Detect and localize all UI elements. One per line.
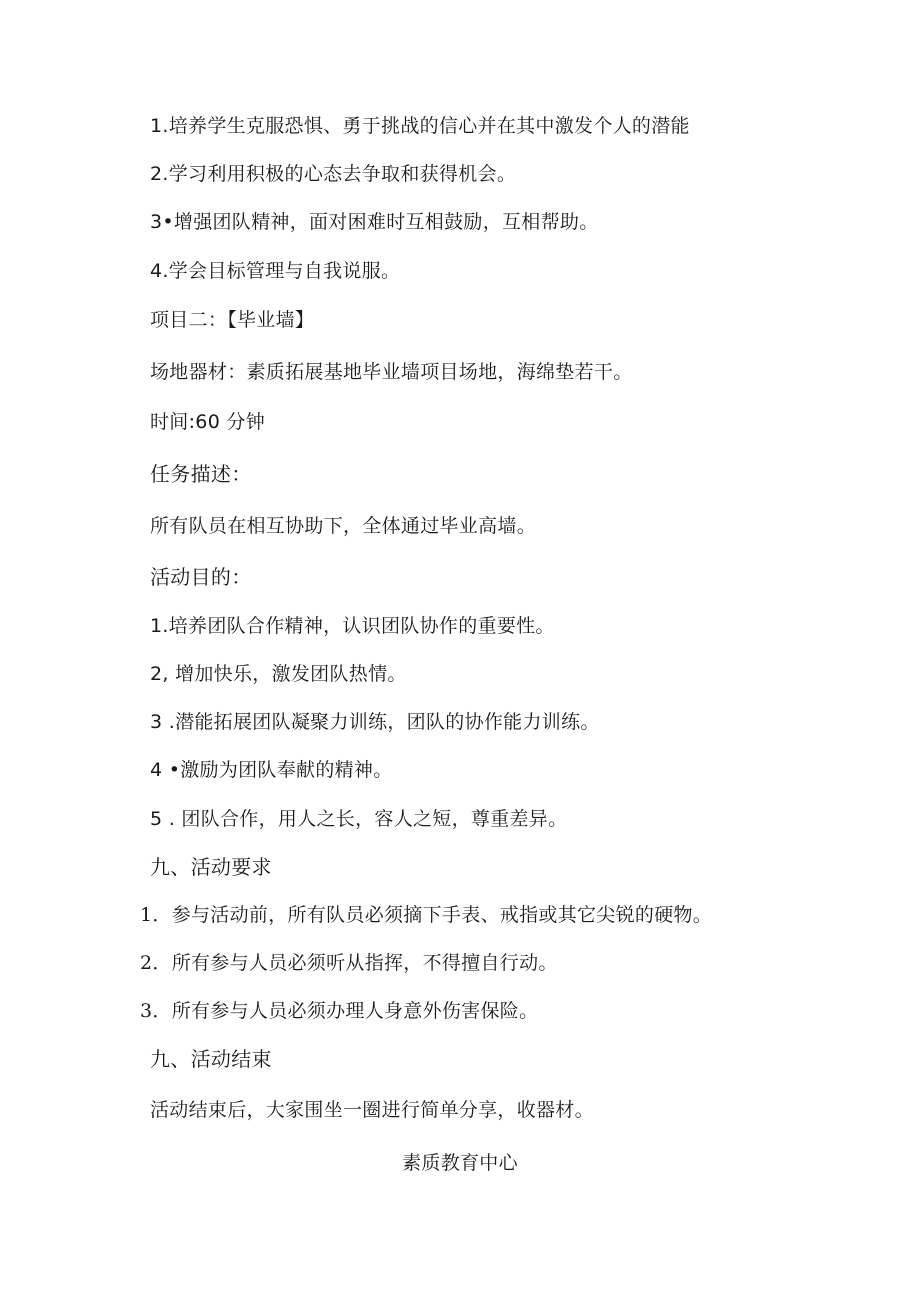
task-heading: 任务描述： — [150, 462, 252, 486]
ending-text: 活动结束后，大家围坐一圈进行简单分享，收器材。 — [150, 1099, 594, 1121]
purpose-item-1: 1.培养团队合作精神，认识团队协作的重要性。 — [150, 615, 555, 637]
requirement-item-1: 1．参与活动前，所有队员必须摘下手表、戒指或其它尖锐的硬物。 — [140, 904, 713, 926]
purpose-item-5: 5 . 团队合作，用人之长，容人之短，尊重差异。 — [150, 808, 568, 830]
requirement-item-3: 3．所有参与人员必须办理人身意外伤害保险。 — [140, 1000, 539, 1022]
purpose-item-3: 3 .潜能拓展团队凝聚力训练，团队的协作能力训练。 — [150, 711, 600, 733]
venue-equipment: 场地器材：素质拓展基地毕业墙项目场地，海绵垫若干。 — [150, 361, 633, 383]
goal-item-3: 3•增强团队精神，面对困难时互相鼓励，互相帮助。 — [150, 211, 599, 233]
goal-item-4: 4.学会目标管理与自我说服。 — [150, 260, 401, 282]
requirement-item-2: 2．所有参与人员必须听从指挥，不得擅自行动。 — [140, 952, 558, 974]
purpose-item-4: 4 •激励为团队奉献的精神。 — [150, 759, 393, 781]
goal-item-2: 2.学习利用积极的心态去争取和获得机会。 — [150, 163, 517, 185]
project-heading: 项目二：【毕业墙】 — [150, 309, 315, 331]
ending-heading: 九、活动结束 — [150, 1047, 272, 1071]
duration: 时间:60 分钟 — [150, 411, 266, 433]
task-description: 所有队员在相互协助下，全体通过毕业高墙。 — [150, 515, 537, 537]
purpose-heading: 活动目的： — [150, 565, 252, 589]
purpose-item-2: 2, 增加快乐，激发团队热情。 — [150, 663, 407, 685]
signature-org: 素质教育中心 — [402, 1152, 518, 1174]
requirements-heading: 九、活动要求 — [150, 855, 272, 879]
goal-item-1: 1.培养学生克服恐惧、勇于挑战的信心并在其中激发个人的潜能 — [150, 115, 690, 137]
